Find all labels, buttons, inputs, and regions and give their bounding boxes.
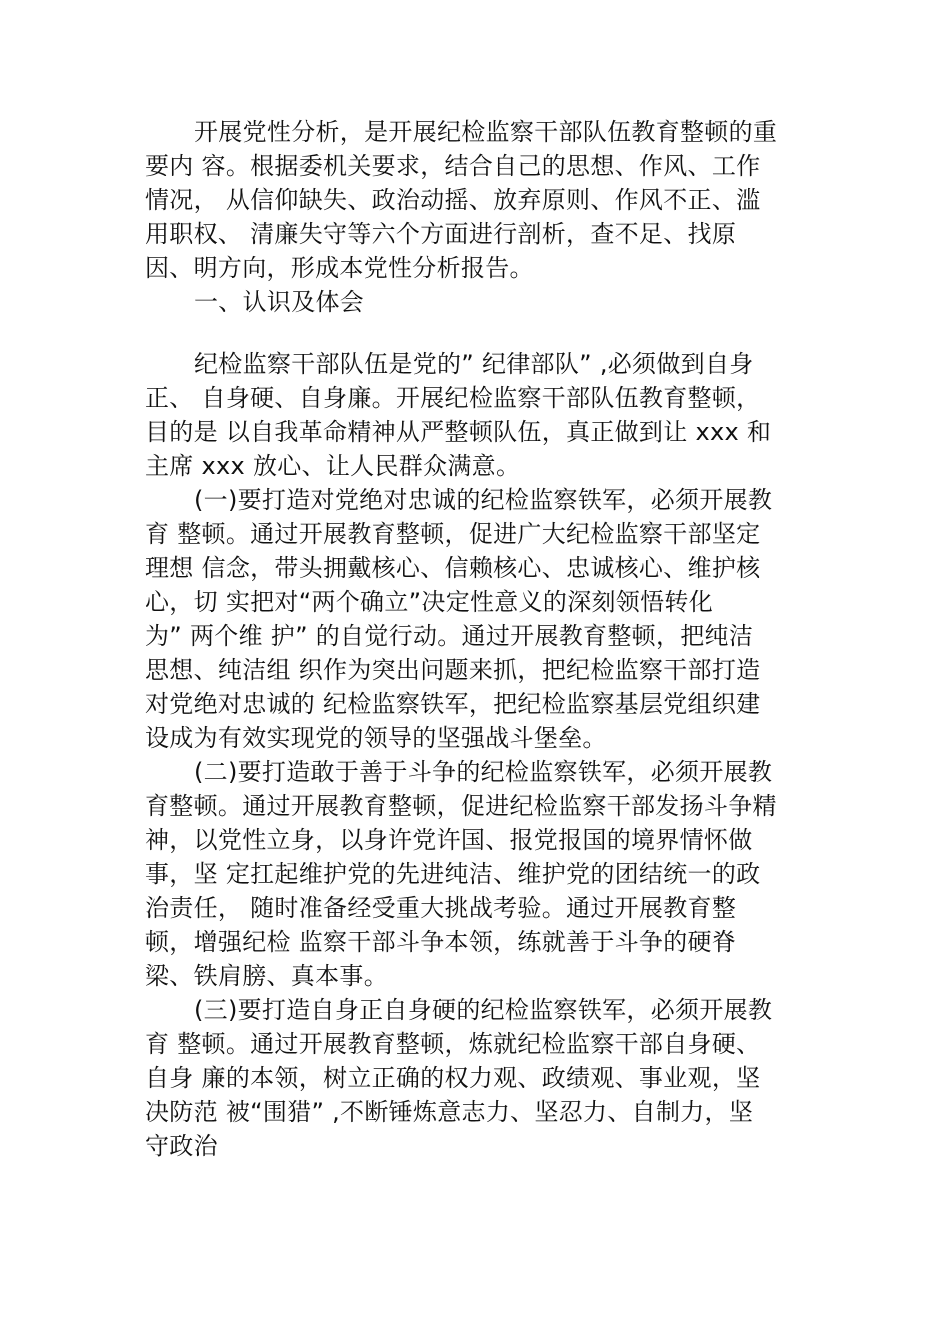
document-body bbox=[145, 115, 825, 1163]
paragraph-line: 纪检监察干部队伍是党的” 纪律部队” ,必须做到自身 bbox=[194, 350, 754, 378]
paragraph-line: 治责任， 随时准备经受重大挑战考验。通过开展教育整 bbox=[145, 894, 737, 922]
paragraph-line: 神，以党性立身，以身许党许国、报党报国的境界情怀做 bbox=[145, 826, 753, 854]
paragraph-line: (三)要打造自身正自身硬的纪检监察铁军，必须开展教 bbox=[194, 996, 773, 1024]
paragraph-line: 梁、铁肩膀、真本事。 bbox=[145, 962, 388, 990]
paragraph-line: 守政治 bbox=[145, 1132, 218, 1160]
paragraph-line: (一)要打造对党绝对忠诚的纪检监察铁军，必须开展教 bbox=[194, 486, 773, 514]
paragraph-line: 育 整顿。通过开展教育整顿，炼就纪检监察干部自身硬、 bbox=[145, 1030, 761, 1058]
paragraph-line: 思想、纯洁组 织作为突出问题来抓，把纪检监察干部打造 bbox=[145, 656, 761, 684]
paragraph-line: 目的是 以自我革命精神从严整顿队伍，真正做到让 xxx 和 bbox=[145, 418, 772, 446]
paragraph-line: 自身 廉的本领，树立正确的权力观、政绩观、事业观，坚 bbox=[145, 1064, 761, 1092]
paragraph-line: 要内 容。根据委机关要求，结合自己的思想、作风、工作 bbox=[145, 152, 761, 180]
paragraph-line: 顿，增强纪检 监察干部斗争本领，练就善于斗争的硬脊 bbox=[145, 928, 737, 956]
paragraph-line: 育整顿。通过开展教育整顿，促进纪检监察干部发扬斗争精 bbox=[145, 792, 777, 820]
paragraph-line: 心，切 实把对“两个确立”决定性意义的深刻领悟转化 bbox=[145, 588, 713, 616]
paragraph-line: 因、明方向，形成本党性分析报告。 bbox=[145, 254, 534, 282]
paragraph-line: 决防范 被“围猎” ,不断锤炼意志力、坚忍力、自制力，坚 bbox=[145, 1098, 754, 1126]
paragraph-line: 情况， 从信仰缺失、政治动摇、放弃原则、作风不正、滥 bbox=[145, 186, 761, 214]
paragraph-line: 对党绝对忠诚的 纪检监察铁军，把纪检监察基层党组织建 bbox=[145, 690, 761, 718]
paragraph-line: 育 整顿。通过开展教育整顿，促进广大纪检监察干部坚定 bbox=[145, 520, 761, 548]
paragraph-line: 用职权、 清廉失守等六个方面进行剖析，查不足、找原 bbox=[145, 220, 737, 248]
paragraph-line: 设成为有效实现党的领导的坚强战斗堡垒。 bbox=[145, 724, 607, 752]
paragraph-line: 正、 自身硬、自身廉。开展纪检监察干部队伍教育整顿， bbox=[145, 384, 761, 412]
paragraph-line: 主席 xxx 放心、让人民群众满意。 bbox=[145, 452, 521, 480]
paragraph-line: 为” 两个维 护” 的自觉行动。通过开展教育整顿，把纯洁 bbox=[145, 622, 754, 650]
section-heading: 一、认识及体会 bbox=[194, 288, 365, 316]
paragraph-line: 事，坚 定扛起维护党的先进纯洁、维护党的团结统一的政 bbox=[145, 860, 761, 888]
paragraph-line: 理想 信念，带头拥戴核心、信赖核心、忠诚核心、维护核 bbox=[145, 554, 761, 582]
section-gap bbox=[145, 319, 825, 347]
paragraph-line: (二)要打造敢于善于斗争的纪检监察铁军，必须开展教 bbox=[194, 758, 773, 786]
paragraph-line: 开展党性分析，是开展纪检监察干部队伍教育整顿的重 bbox=[194, 118, 778, 146]
